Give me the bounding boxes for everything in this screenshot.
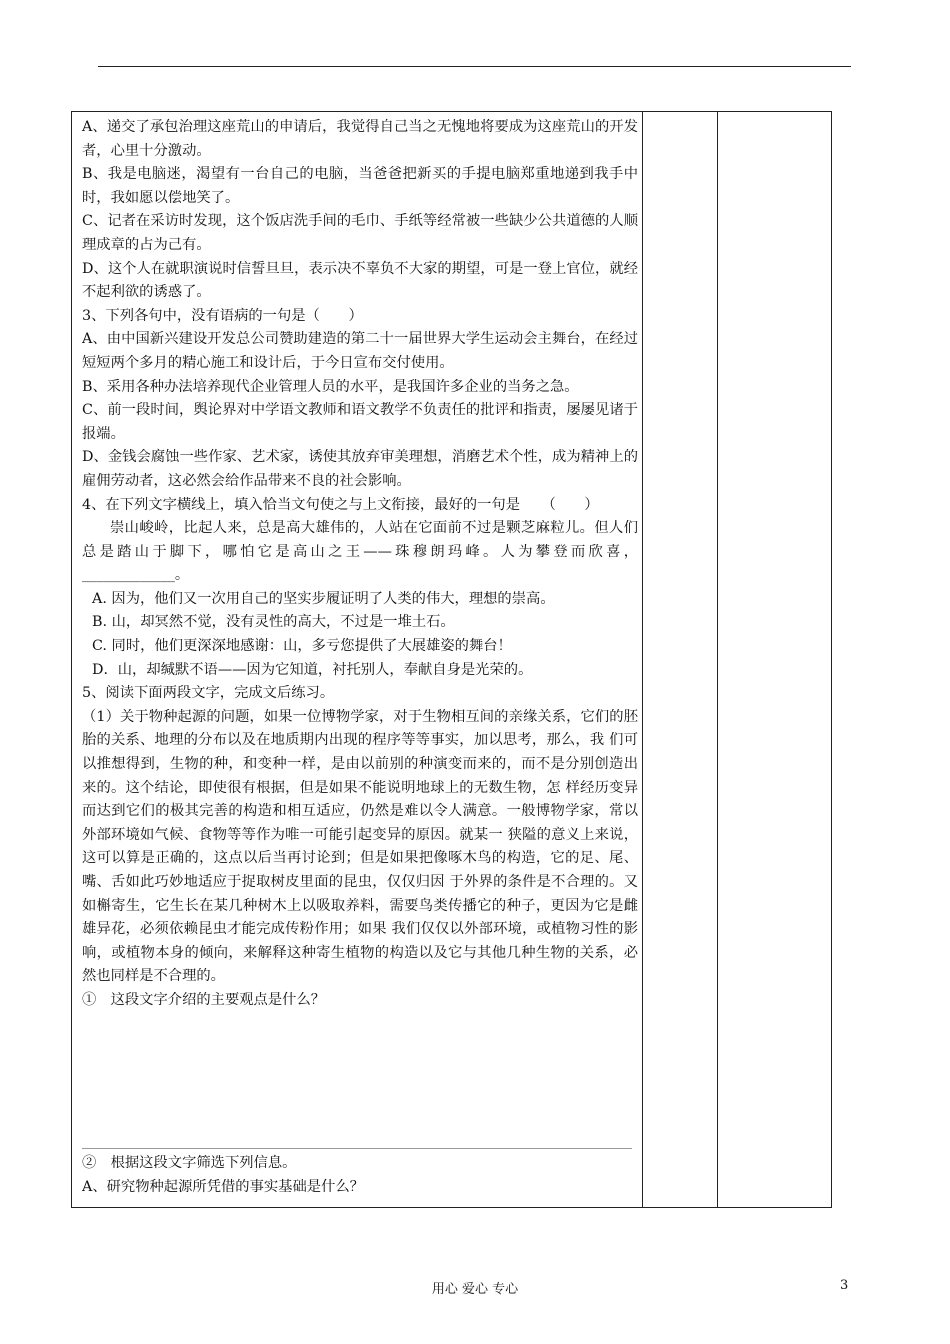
question-4-stem: 4、在下列文字横线上，填入恰当文句使之与上文衔接，最好的一句是 （ ） xyxy=(82,496,599,513)
q3-option-b: B、采用各种办法培养现代企业管理人员的水平，是我国许多企业的当务之急。 xyxy=(82,378,579,395)
question-4-passage: 崇山峻岭，比起人来，总是高大雄伟的，人站在它面前不过是颗芝麻粒儿。但人们总是踏山于脚下，哪怕它是高山之王——珠穆朗玛峰。人为攀登而欣喜，_____________。 xyxy=(82,520,638,584)
q3-option-d: D、金钱会腐蚀一些作家、艺术家，诱使其放弃审美理想，消磨艺术个性，成为精神上的雇佣劳动者，这必然会给作品带来不良的社会影响。 xyxy=(82,449,638,489)
option-a: A、递交了承包治理这座荒山的申请后，我觉得自己当之无愧地将要成为这座荒山的开发者，心里十分激动。 xyxy=(82,119,638,159)
answer-line xyxy=(82,1148,632,1149)
question-3-stem: 3、下列各句中，没有语病的一句是（ ） xyxy=(82,307,363,324)
option-d: D、这个人在就职演说时信誓旦旦，表示决不辜负不大家的期望，可是一登上官位，就经不起利欲的诱惑了。 xyxy=(82,260,638,301)
q3-option-a: A、由中国新兴建设开发总公司赞助建造的第二十一届世界大学生运动会主舞台，在经过短短两个多月的精心施工和设计后，于今日宣布交付使用。 xyxy=(82,331,638,371)
q3-option-c: C、前一段时间，舆论界对中学语文教师和语文教学不负责任的批评和指责，屡屡见诸于报端。 xyxy=(82,402,638,442)
q4-option-c: C. 同时，他们更深深地感谢：山，多亏您提供了大展雄姿的舞台！ xyxy=(92,638,512,655)
sub-question-1: ① 这段文字介绍的主要观点是什么？ xyxy=(82,991,326,1008)
q4-option-b: B. 山，却冥然不觉，没有灵性的高大，不过是一堆土石。 xyxy=(92,614,455,631)
question-content xyxy=(82,116,638,1013)
worksheet-table xyxy=(71,111,832,1208)
option-b: B、我是电脑迷，渴望有一台自己的电脑，当爸爸把新买的手提电脑郑重地递到我手中时，我如愿以偿地笑了。 xyxy=(82,166,638,206)
q4-option-a: A. 因为，他们又一次用自己的坚实步履证明了人类的伟大，理想的崇高。 xyxy=(92,590,555,607)
page-number: 3 xyxy=(840,1278,849,1293)
q4-option-d: D．山，却缄默不语——因为它知道，衬托别人，奉献自身是光荣的。 xyxy=(92,661,533,678)
sub-question-2a: A、研究物种起源所凭借的事实基础是什么？ xyxy=(82,1178,364,1195)
header-rule xyxy=(98,66,851,67)
reading-passage-1: （1）关于物种起源的问题，如果一位博物学家，对于生物相互间的亲缘关系，它们的胚胎的关系、地理的分布以及在地质期内出现的程序等等事实，加以思考，那么，我 们可以推想得到，生物的种，和变种一样，是由以前别的种演变而来的，而不是分别创造出来的。这个结论，即使很有根据，但是如果不能说明地球上的无数生物，怎 样经历变异而达到它们的极其完善的构造和相互适应，仍然是难以令人满意。一般博物学家，常以外部环境如气候、食物等等作为唯一可能引起变异的原因。就某一 狭隘的意义上来说，这可以算是正确的，这点以后当再讨论到；但是如果把像啄木鸟的构造，它的足、尾、嘴、舌如此巧妙地适应于捉取树皮里面的昆虫，仅仅归因 于外界的条件是不合理的。又如槲寄生，它生长在某几种树木上以吸取养料，需要鸟类传播它的种子，更因为它是雌雄异花，必须依赖昆虫才能完成传粉作用；如果 我们仅仅以外部环境，或植物习性的影响，或植物本身的倾向，来解释这种寄生植物的构造以及它与其他几种生物的关系，必然也同样是不合理的。 xyxy=(82,708,638,985)
column-divider xyxy=(642,112,643,1207)
sub-question-2: ② 根据这段文字筛选下列信息。 xyxy=(82,1155,297,1171)
column-divider xyxy=(717,112,718,1207)
question-5-stem: 5、阅读下面两段文字，完成文后练习。 xyxy=(82,685,335,702)
question-content-continued xyxy=(82,1152,638,1199)
option-c: C、记者在采访时发现，这个饭店洗手间的毛巾、手纸等经常被一些缺少公共道德的人顺理成章的占为己有。 xyxy=(82,213,638,253)
footer-motto: 用心 爱心 专心 xyxy=(431,1282,519,1297)
